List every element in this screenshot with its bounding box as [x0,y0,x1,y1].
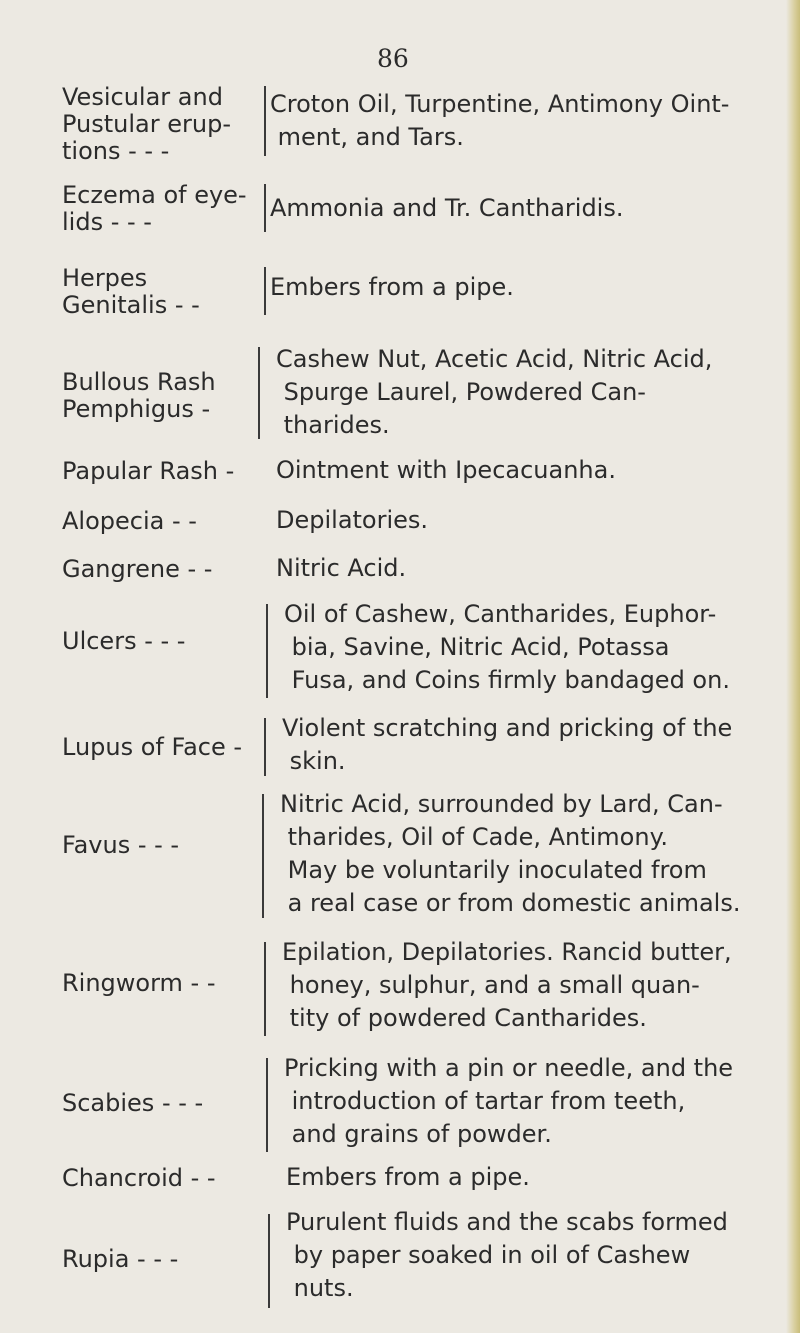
remedy-text: Ammonia and Tr. Cantharidis. [270,194,624,222]
condition-label: Eczema of eye- lids - - - [62,181,247,236]
condition-label: Lupus of Face - [62,733,243,761]
remedy-text: Epilation, Depilatories. Rancid butter, honey, sulphur, and a small quan- tity of powdered Cantharides. [282,938,732,1032]
brace [256,86,266,156]
remedy-text: Nitric Acid. [276,554,407,582]
brace [266,604,276,698]
condition-label: Bullous Rash Pemphigus - [62,368,216,423]
remedy-text: Nitric Acid, surrounded by Lard, Can- tharides, Oil of Cade, Antimony. May be voluntarily inoculated from a real case or from domestic animals. [280,790,741,917]
remedy-text: Embers from a pipe. [286,1163,530,1191]
condition-label: Gangrene - - [62,555,213,583]
condition-label: Ringworm - - [62,969,216,997]
brace [262,794,272,918]
condition-label: Vesicular and Pustular erup- tions - - - [62,83,231,165]
condition-label: Ulcers - - - [62,627,186,655]
brace [264,718,274,776]
remedy-text: Ointment with Ipecacuanha. [276,456,616,484]
brace [258,347,268,439]
remedy-text: Purulent fluids and the scabs formed by paper soaked in oil of Cashew nuts. [286,1208,728,1302]
page-edge [786,0,800,1333]
page-number: 86 [377,44,409,73]
brace [256,184,266,232]
condition-label: Rupia - - - [62,1245,179,1273]
brace [256,267,266,315]
condition-label: Herpes Genitalis - - [62,264,200,319]
condition-label: Favus - - - [62,831,180,859]
remedy-text: Depilatories. [276,506,429,534]
remedy-text: Cashew Nut, Acetic Acid, Nitric Acid, Spurge Laurel, Powdered Can- tharides. [276,345,713,439]
condition-label: Chancroid - - [62,1164,216,1192]
remedy-text: Violent scratching and pricking of the skin. [282,714,733,775]
remedy-text: Embers from a pipe. [270,273,514,301]
brace [266,1058,276,1152]
brace [268,1214,278,1308]
remedy-text: Oil of Cashew, Cantharides, Euphor- bia, Savine, Nitric Acid, Potassa Fusa, and Coins firmly bandaged on. [284,600,730,694]
remedy-text: Pricking with a pin or needle, and the introduction of tartar from teeth, and grains of powder. [284,1054,734,1148]
condition-label: Alopecia - - [62,507,197,535]
remedy-text: Croton Oil, Turpentine, Antimony Oint- ment, and Tars. [270,90,730,151]
condition-label: Scabies - - - [62,1089,204,1117]
brace [264,942,274,1036]
condition-label: Papular Rash - [62,457,235,485]
